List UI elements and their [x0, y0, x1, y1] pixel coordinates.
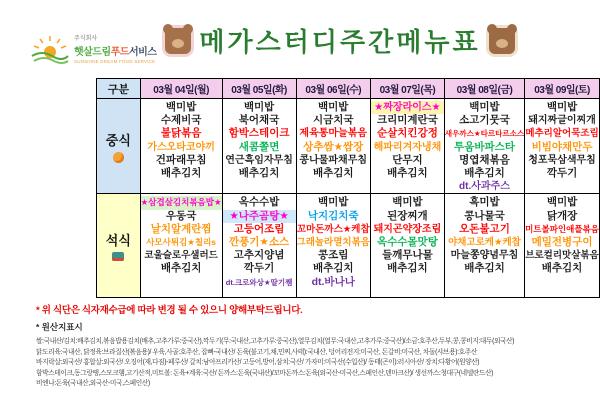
logo-company-prefix: 주식회사	[74, 35, 98, 42]
origin-title: * 원산지표시	[36, 322, 83, 332]
menu-item: 코울슬로우샐러드	[144, 250, 218, 262]
menu-item: 단무지	[392, 153, 423, 166]
menu-item: ★삼겹살김치볶음밥★	[141, 196, 222, 209]
menu-item: 마늘쫑양념무침	[450, 250, 519, 262]
menu-item: dt.사과주스	[459, 181, 510, 193]
logo-subtitle: SUNSHINE DREAM FOOD SERVICE	[74, 58, 156, 64]
menu-item: 제육통마늘볶음	[299, 128, 368, 140]
menu-item: 돼지곤약장조림	[373, 223, 442, 235]
menu-item: 들깨무나물	[382, 249, 433, 262]
menu-item: 오돈불고기	[459, 222, 510, 235]
page-title: 메가스터디주간메뉴표	[199, 27, 481, 57]
menu-item: ★나주곰탕★	[223, 210, 296, 223]
menu-item: 명엽채볶음	[459, 153, 510, 166]
menu-item: 배추김치	[160, 167, 202, 180]
origin-section	[36, 321, 596, 390]
menu-cell	[296, 99, 370, 194]
corner-cell: 구분	[97, 79, 141, 99]
origin-line: 닭도리육:국내산, 닭정육:브라질산(볶음용)/ 우육,사골:호주산, 잡뼈-국내산/ 돈육(불고기,채,민찌,사태):국내산, 덩어리전지:미국산, 돈갈비:미국산, 차돌(샤브용):호주산	[36, 348, 477, 356]
menu-cell	[296, 194, 370, 298]
menu-item: 배추김치	[541, 262, 583, 275]
menu-cell	[370, 99, 444, 194]
menu-item: 미트볼파인애플볶음	[525, 223, 599, 234]
menu-item: 연근흑임자무침	[225, 154, 293, 166]
menu-cell	[525, 99, 600, 194]
change-notice: * 위 식단은 식자재수급에 따라 변경 될 수 있으니 양해부탁드립니다.	[36, 305, 303, 316]
menu-cell	[444, 194, 524, 298]
menu-item: 새콤쫄면	[238, 140, 280, 153]
sun-hills-icon	[30, 34, 70, 66]
menu-item: 배추김치	[387, 167, 428, 180]
menu-item: 메밀전병구이	[531, 236, 593, 249]
menu-item: 청포묵삼색무침	[528, 154, 596, 166]
menu-item: 해파리겨자냉채	[373, 141, 442, 153]
menu-item: 백미밥	[469, 101, 500, 113]
menu-item: 꼬마돈까스★케찹	[296, 223, 370, 235]
menu-item: 배추김치	[464, 262, 505, 275]
menu-item: 낙지김치죽	[307, 209, 359, 222]
day-header: 03월 05일(화)	[222, 79, 296, 99]
menu-item: 배추김치	[312, 167, 354, 180]
table-header-row	[97, 79, 600, 99]
menu-item: 닭개장	[546, 209, 578, 222]
menu-item: 비빔야채만두	[531, 140, 593, 153]
origin-line: 바지락살:외국산/ 홍합살:외국산/ 오징어(재,다짐)-페루산/ 갈치:남아프리카산/ 고등어,방어,삼치:국산/ 가자미:미국산(수입산)/ 동태(곤이):러시아산/ 장치:다황어(원양산)	[36, 359, 480, 366]
menu-item: 깐풍기★소스	[228, 236, 290, 249]
weekly-menu-table	[96, 78, 600, 298]
menu-item: 백미밥	[243, 101, 275, 113]
origin-lines	[36, 337, 596, 390]
title-row	[96, 22, 584, 59]
menu-item: 고추지양념	[233, 249, 285, 262]
lunch-badge-icon	[113, 152, 124, 163]
menu-item: 배추김치	[387, 262, 428, 275]
origin-line: 함박스테이크,동그랑땡,스모크햄,고기산적,미트볼: 돈육+계육:국산/ 돈까스:돈육(국내산)/꼬마돈까스:돈육(외국산-미국산,스페인산,덴마크산)/ 생선까스:청대구(네델란드산)	[36, 369, 494, 377]
logo-name-part3: 서비스	[128, 46, 157, 58]
menu-item: 고등어조림	[233, 222, 285, 235]
menu-item: dt.바나나	[311, 275, 355, 288]
menu-item: 순살치킨강정	[376, 127, 438, 140]
menu-item: 시금치국	[312, 114, 354, 127]
menu-item: 북어채국	[238, 114, 280, 127]
menu-item: 깍두기	[546, 167, 578, 180]
bear-icon	[489, 28, 515, 54]
menu-cell	[222, 194, 296, 298]
menu-item: 깍두기	[243, 262, 275, 275]
menu-item: 흑미밥	[469, 196, 500, 209]
day-header: 03월 08일(금)	[444, 79, 524, 99]
menu-item: 새우까스★타르타르소스	[444, 129, 525, 139]
dinner-row	[97, 194, 600, 298]
menu-cell	[444, 99, 524, 194]
menu-item: 백미밥	[165, 101, 197, 113]
day-header: 03월 06일(수)	[296, 79, 370, 99]
menu-item: 소고기뭇국	[459, 114, 510, 127]
menu-item: 브로컬리맛살볶음	[525, 250, 599, 262]
menu-cell	[140, 99, 222, 194]
menu-cell	[222, 99, 296, 194]
menu-cell	[370, 194, 444, 298]
logo-name-part2: 푸드	[110, 46, 129, 58]
origin-line: 비엔나:돈육(국내산,외국산-미국,스페인산)	[36, 380, 150, 387]
menu-item: 된장찌개	[387, 209, 428, 222]
menu-item: 백미밥	[392, 196, 423, 209]
menu-item: 콩조림	[318, 249, 349, 262]
menu-item: 수제비국	[160, 114, 202, 127]
menu-item: 우동국	[165, 209, 197, 222]
day-header: 03월 09일(토)	[525, 79, 600, 99]
menu-item: 돼지짜글이찌개	[528, 115, 596, 127]
menu-item: ★짜장라이스★	[371, 101, 444, 114]
menu-item: 백미밥	[546, 196, 578, 209]
origin-line: 쌀:국내산/김치:배추김치,볶음밥용김치(배추,고추가루:중국산),깍두기(무:국내산,고추가루:중국산),열무김치(열무:국내산,고추가루:중국산)/소금:호주산,두부,콩,콩비지:대두(외국산)	[36, 338, 515, 345]
menu-item: 야채고로케★케찹	[448, 237, 521, 249]
menu-item: 사모사튀김★칠리s	[146, 237, 217, 248]
menu-item: 백미밥	[318, 101, 349, 113]
menu-item: 배추김치	[312, 262, 354, 275]
menu-item: 콩나물파채무침	[299, 154, 368, 166]
menu-item: dt.크로와상★딸기쨈	[225, 277, 293, 287]
menu-item: 함박스테이크	[228, 127, 290, 140]
menu-cell	[525, 194, 600, 298]
logo-name-part1: 햇살드림	[74, 46, 111, 58]
menu-item: 건파래무침	[155, 153, 207, 166]
menu-item: 메추리알어묵조림	[525, 128, 599, 140]
lunch-row	[97, 99, 600, 194]
menu-item: 백미밥	[318, 196, 349, 209]
menu-item: 배추김치	[464, 167, 505, 180]
menu-cell	[140, 194, 222, 298]
row-label-dinner: 석식	[97, 194, 141, 298]
menu-item: 불닭볶음	[160, 127, 202, 140]
menu-item: 옥수수밥	[238, 196, 280, 209]
menu-item: 날치알계란찜	[150, 222, 212, 235]
menu-item: 배추김치	[160, 262, 202, 275]
menu-item: 콩나물국	[464, 209, 505, 222]
bear-icon	[165, 28, 191, 54]
menu-item: 배추김치	[238, 167, 280, 180]
row-label-lunch: 중식	[97, 99, 141, 194]
day-header: 03월 07일(목)	[370, 79, 444, 99]
day-header: 03월 04일(월)	[140, 79, 222, 99]
menu-item: 가스오타코야끼	[147, 141, 215, 153]
menu-item: 크리미계란국	[376, 114, 438, 127]
menu-item: 그래놀라멸치볶음	[296, 237, 370, 249]
menu-item: 백미밥	[546, 101, 578, 113]
menu-item: 상추쌈★쌈장	[303, 140, 364, 153]
menu-item: 투움바파스타	[454, 140, 515, 153]
dinner-badge-icon	[112, 252, 124, 261]
menu-item: 옥수수몰맛탕	[376, 236, 438, 249]
